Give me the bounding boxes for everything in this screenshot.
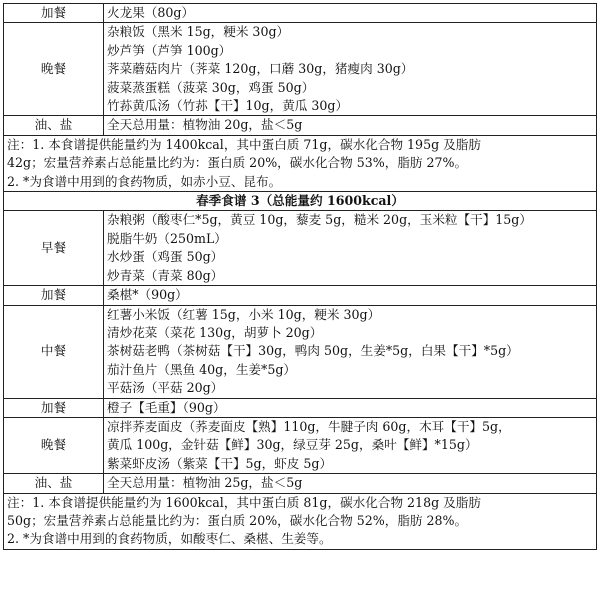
dish-line: 炒芦笋（芦笋 100g） (107, 42, 232, 58)
row-lunch-3 (4, 305, 597, 398)
meal-label: 晚餐 (4, 23, 104, 116)
row-snack1-3 (4, 286, 597, 305)
meal-label: 中餐 (4, 305, 104, 398)
dish-line: 水炒蛋（鸡蛋 50g） (107, 249, 224, 265)
dish-line: 黄瓜 100g，金针菇【鲜】30g，绿豆芽 25g，桑叶【鲜】*15g） (107, 437, 478, 453)
dish-line: 杂粮粥（酸枣仁*5g，黄豆 10g，藜麦 5g，糙米 20g，玉米粒【干】15g） (107, 212, 532, 228)
row-snack2-3 (4, 398, 597, 417)
meal-label: 加餐 (4, 398, 104, 417)
meal-item: 桑椹*（90g） (104, 286, 597, 305)
nutrition-note (4, 493, 597, 549)
meal-label: 晚餐 (4, 417, 104, 473)
meal-label: 早餐 (4, 211, 104, 286)
note-line: 注：1. 本食谱提供能量约为 1600kcal，其中蛋白质 81g，碳水化合物 218g 及脂肪 (7, 494, 481, 510)
nutrition-note (4, 135, 597, 191)
dish-line: 竹荪黄瓜汤（竹荪【干】10g，黄瓜 30g） (107, 98, 349, 114)
row-note-3 (4, 493, 597, 549)
oil-salt-text: 全天总用量：植物油 25g，盐＜5g (104, 474, 597, 493)
dish-line: 杂粮饭（黑米 15g，粳米 30g） (107, 24, 290, 40)
dish-line: 炒青菜（青菜 80g） (107, 267, 224, 283)
note-line: 2. *为食谱中用到的食药物质，如酸枣仁、桑椹、生姜等。 (7, 531, 332, 547)
dish-line: 脱脂牛奶（250mL） (107, 230, 227, 246)
dish-line: 平菇汤（平菇 20g） (107, 380, 224, 396)
meal-item: 火龙果（80g） (104, 4, 597, 23)
oil-salt-text: 全天总用量：植物油 20g，盐＜5g (104, 116, 597, 135)
note-line: 42g；宏量营养素占总能量比约为：蛋白质 20%，碳水化合物 53%，脂肪 27%。 (7, 155, 468, 171)
row-dinner-2 (4, 23, 597, 116)
row-note-2 (4, 135, 597, 191)
row-breakfast-3 (4, 211, 597, 286)
dish-line: 茄汁鱼片（黑鱼 40g，生姜*5g） (107, 361, 296, 377)
recipe-title: 春季食谱 3（总能量约 1600kcal） (4, 192, 597, 211)
meal-label: 加餐 (4, 286, 104, 305)
note-line: 2. *为食谱中用到的食药物质，如赤小豆、昆布。 (7, 173, 282, 189)
row-dinner-3 (4, 417, 597, 473)
meal-item: 橙子【毛重】（90g） (104, 398, 597, 417)
dish-line: 清炒花菜（菜花 130g，胡萝卜 20g） (107, 324, 323, 340)
dish-line: 茶树菇老鸭（茶树菇【干】30g，鸭肉 50g，生姜*5g，白果【干】*5g） (107, 343, 519, 359)
note-line: 50g；宏量营养素占总能量比约为：蛋白质 20%，碳水化合物 52%，脂肪 28%。 (7, 512, 468, 528)
row-title-3 (4, 192, 597, 211)
meal-label: 加餐 (4, 4, 104, 23)
note-line: 注：1. 本食谱提供能量约为 1400kcal，其中蛋白质 71g，碳水化合物 195g 及脂肪 (7, 136, 481, 152)
meal-label: 油、盐 (4, 474, 104, 493)
dish-line: 荠菜蘑菇肉片（荠菜 120g，口蘑 30g，猪瘦肉 30g） (107, 61, 414, 77)
dish-line: 紫菜虾皮汤（紫菜【干】5g，虾皮 5g） (107, 455, 333, 471)
dish-line: 凉拌荞麦面皮（荞麦面皮【熟】110g，牛腱子肉 60g，木耳【干】5g， (107, 418, 511, 434)
dish-line: 菠菜蒸蛋糕（菠菜 30g，鸡蛋 50g） (107, 79, 315, 95)
meal-label: 油、盐 (4, 116, 104, 135)
row-oil-salt-2 (4, 116, 597, 135)
recipe-table (3, 3, 597, 550)
row-snack-2 (4, 4, 597, 23)
row-oil-salt-3 (4, 474, 597, 493)
dish-line: 红薯小米饭（红薯 15g，小米 10g，粳米 30g） (107, 306, 381, 322)
